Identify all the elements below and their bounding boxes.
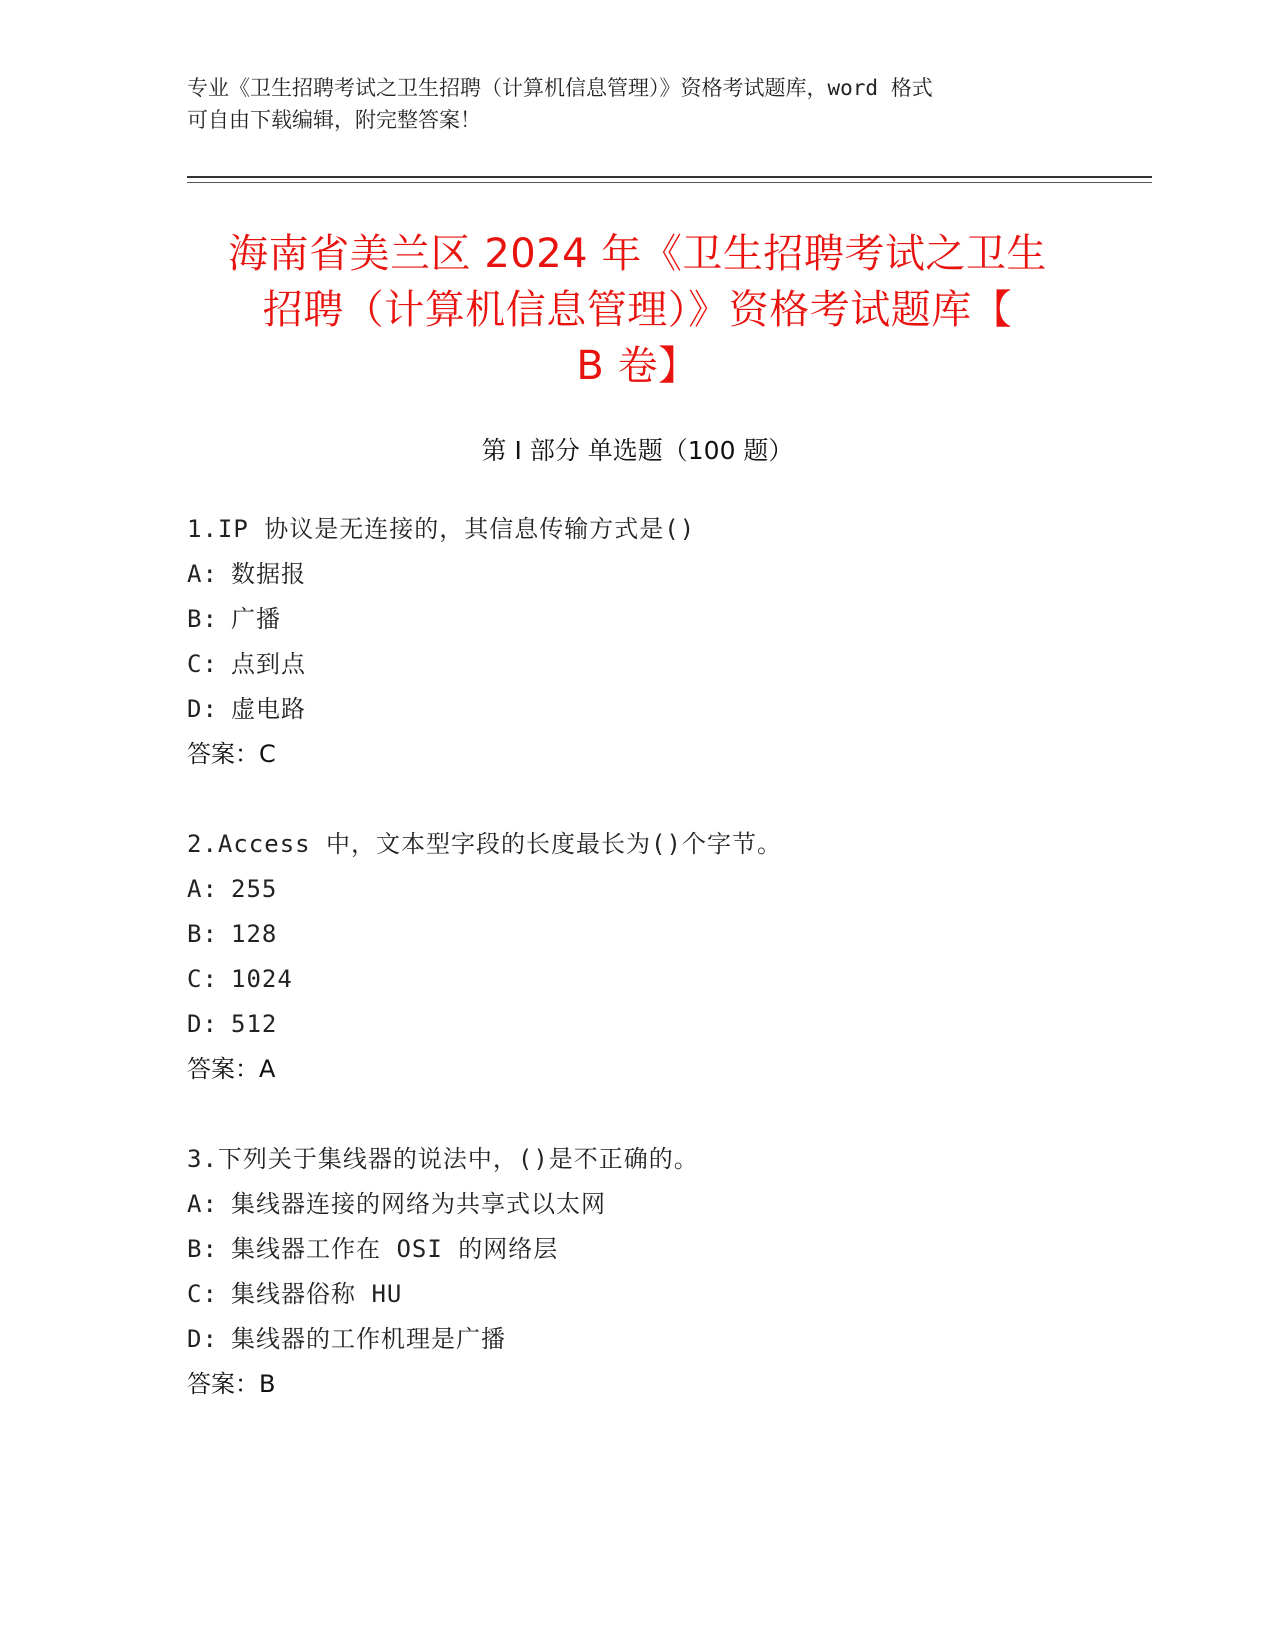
document-title-line-1: 海南省美兰区 2024 年《卫生招聘考试之卫生: [228, 231, 1047, 277]
option-b: [187, 1227, 1087, 1272]
question-3: [187, 1137, 1087, 1407]
answer-label: 答案：A: [187, 1055, 276, 1083]
document-title: [160, 226, 1115, 394]
option-text: 广播: [231, 605, 281, 633]
question-1: [187, 507, 1087, 777]
option-a: [187, 552, 1087, 597]
option-letter: D:: [187, 1325, 218, 1353]
option-a: [187, 1182, 1087, 1227]
header-divider-thin: [187, 182, 1152, 183]
option-text: 数据报: [231, 560, 306, 588]
option-text: 点到点: [231, 650, 306, 678]
header-note-line-2: 可自由下载编辑，附完整答案！: [187, 108, 481, 132]
option-letter: A:: [187, 1190, 218, 1218]
question-stem: 3.下列关于集线器的说法中，()是不正确的。: [187, 1145, 699, 1173]
option-text: 512: [231, 1010, 278, 1038]
option-text: 128: [231, 920, 278, 948]
option-letter: D:: [187, 1010, 218, 1038]
option-text: 集线器俗称 HU: [231, 1280, 403, 1308]
option-text: 虚电路: [231, 695, 306, 723]
answer-label: 答案：C: [187, 740, 276, 768]
answer-label: 答案：B: [187, 1370, 276, 1398]
option-letter: C:: [187, 1280, 218, 1308]
option-letter: A:: [187, 875, 218, 903]
option-text: 集线器工作在 OSI 的网络层: [231, 1235, 559, 1263]
option-c: [187, 642, 1087, 687]
option-b: [187, 597, 1087, 642]
option-d: [187, 687, 1087, 732]
option-text: 集线器连接的网络为共享式以太网: [231, 1190, 606, 1218]
question-2: [187, 822, 1087, 1092]
option-letter: C:: [187, 650, 218, 678]
option-c: [187, 957, 1087, 1002]
option-text: 1024: [231, 965, 293, 993]
option-a: [187, 867, 1087, 912]
option-d: [187, 1002, 1087, 1047]
header-note-line-1: 专业《卫生招聘考试之卫生招聘（计算机信息管理）》资格考试题库，word 格式: [187, 76, 933, 100]
option-letter: C:: [187, 965, 218, 993]
option-letter: B:: [187, 1235, 218, 1263]
question-stem: 2.Access 中，文本型字段的长度最长为()个字节。: [187, 830, 782, 858]
option-text: 集线器的工作机理是广播: [231, 1325, 506, 1353]
option-letter: B:: [187, 920, 218, 948]
option-c: [187, 1272, 1087, 1317]
option-text: 255: [231, 875, 278, 903]
header-note: [187, 72, 1067, 136]
option-b: [187, 912, 1087, 957]
option-letter: D:: [187, 695, 218, 723]
option-letter: A:: [187, 560, 218, 588]
header-divider-thick: [187, 176, 1152, 178]
option-letter: B:: [187, 605, 218, 633]
document-title-line-2: 招聘（计算机信息管理）》资格考试题库【: [262, 287, 1013, 333]
question-stem: 1.IP 协议是无连接的，其信息传输方式是(): [187, 515, 696, 543]
section-heading: 第 I 部分 单选题（100 题）: [481, 436, 794, 465]
document-title-line-3: B 卷】: [576, 343, 699, 389]
option-d: [187, 1317, 1087, 1362]
